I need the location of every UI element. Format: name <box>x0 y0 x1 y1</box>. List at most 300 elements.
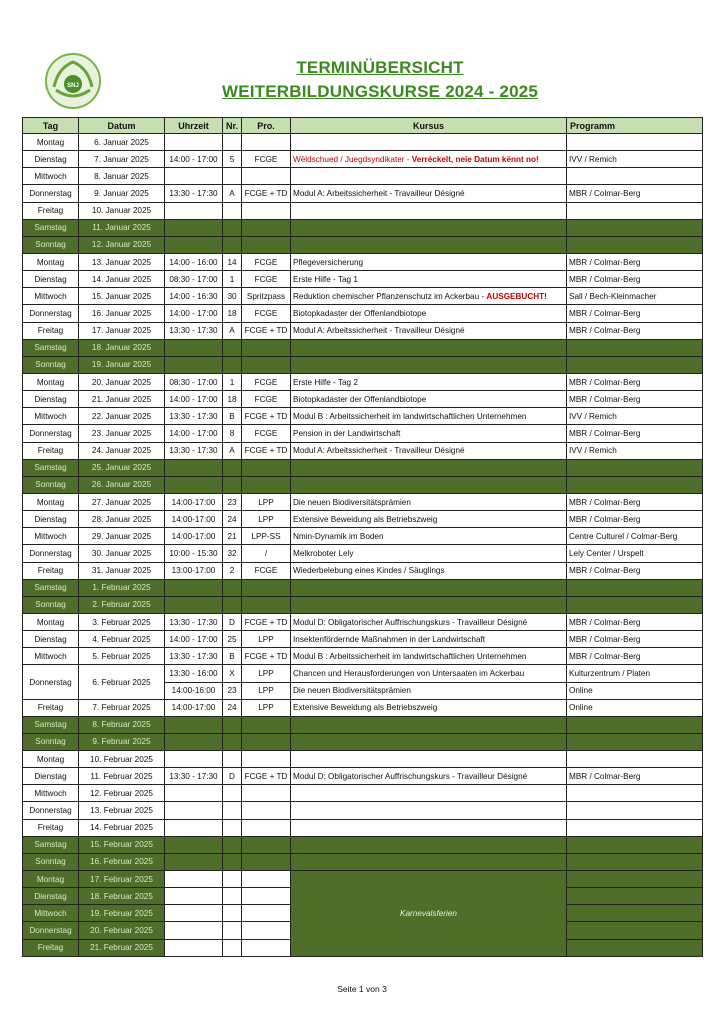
course-cell: Chancen und Herausforderungen von Untersaaten im Ackerbau <box>291 665 567 682</box>
date-cell: 30. Januar 2025 <box>79 545 165 562</box>
number-cell: 21 <box>223 528 242 545</box>
location-cell: Centre Culturel / Colmar-Berg <box>567 528 703 545</box>
location-cell: MBR / Colmar-Berg <box>567 613 703 630</box>
number-cell: 23 <box>223 682 242 699</box>
weekday-cell: Montag <box>23 613 79 630</box>
time-cell <box>165 922 223 939</box>
weekday-cell: Samstag <box>23 219 79 236</box>
course-text: Modul D: Obligatorischer Auffrischungskurs - Travailleur Désigné <box>293 771 528 781</box>
location-cell: MBR / Colmar-Berg <box>567 391 703 408</box>
location-cell: Lely Center / Urspelt <box>567 545 703 562</box>
course-cell <box>291 134 567 151</box>
page-footer: Seite 1 von 3 <box>337 984 387 994</box>
date-cell: 28. Januar 2025 <box>79 511 165 528</box>
program-code-cell <box>242 819 291 836</box>
program-code-cell <box>242 459 291 476</box>
course-cell: Die neuen Biodiversitätsprämien <box>291 682 567 699</box>
location-cell: IVV / Remich <box>567 442 703 459</box>
number-cell: 25 <box>223 631 242 648</box>
number-cell <box>223 476 242 493</box>
column-header: Kursus <box>291 118 567 134</box>
number-cell <box>223 785 242 802</box>
course-schedule-table <box>22 117 703 957</box>
course-cell <box>291 339 567 356</box>
table-row <box>23 853 703 870</box>
date-cell: 4. Februar 2025 <box>79 631 165 648</box>
table-row <box>23 219 703 236</box>
program-code-cell <box>242 733 291 750</box>
date-cell: 7. Januar 2025 <box>79 151 165 168</box>
table-row <box>23 871 703 888</box>
column-header: Pro. <box>242 118 291 134</box>
time-cell: 13:30 - 16:00 <box>165 665 223 682</box>
number-cell: 2 <box>223 562 242 579</box>
program-code-cell: FCGE + TD <box>242 768 291 785</box>
number-cell: 23 <box>223 493 242 510</box>
course-cell <box>291 236 567 253</box>
date-cell: 20. Januar 2025 <box>79 373 165 390</box>
weekday-cell: Samstag <box>23 716 79 733</box>
table-row <box>23 511 703 528</box>
column-header: Programm <box>567 118 703 134</box>
table-row <box>23 134 703 151</box>
table-row <box>23 391 703 408</box>
time-cell <box>165 459 223 476</box>
location-cell <box>567 219 703 236</box>
time-cell: 13:30 - 17:30 <box>165 442 223 459</box>
location-cell: MBR / Colmar-Berg <box>567 185 703 202</box>
table-row <box>23 151 703 168</box>
location-cell <box>567 236 703 253</box>
table-row <box>23 699 703 716</box>
date-cell: 27. Januar 2025 <box>79 493 165 510</box>
date-cell: 12. Januar 2025 <box>79 236 165 253</box>
table-row <box>23 716 703 733</box>
number-cell: X <box>223 665 242 682</box>
table-row <box>23 596 703 613</box>
table-row <box>23 168 703 185</box>
program-code-cell: FCGE <box>242 253 291 270</box>
course-cell <box>291 391 567 408</box>
course-cell <box>291 716 567 733</box>
course-text: Erste Hilfe - Tag 1 <box>293 274 358 284</box>
weekday-cell: Sonntag <box>23 853 79 870</box>
course-cell <box>291 408 567 425</box>
table-row <box>23 408 703 425</box>
time-cell: 13:30 - 17:30 <box>165 613 223 630</box>
number-cell: 18 <box>223 391 242 408</box>
time-cell: 13:30 - 17:30 <box>165 185 223 202</box>
number-cell: 1 <box>223 271 242 288</box>
number-cell: 24 <box>223 699 242 716</box>
program-code-cell: / <box>242 545 291 562</box>
number-cell <box>223 853 242 870</box>
course-text: Biotopkadaster der Offenlandbiotope <box>293 308 427 318</box>
program-code-cell <box>242 905 291 922</box>
course-text: Modul B : Arbeitssicherheit im landwirtschaftlichen Unternehmen <box>293 651 527 661</box>
table-row <box>23 665 703 682</box>
course-text: Nmin-Dynamik im Boden <box>293 531 384 541</box>
course-cell <box>291 819 567 836</box>
location-cell <box>567 733 703 750</box>
number-cell <box>223 339 242 356</box>
weekday-cell: Freitag <box>23 939 79 956</box>
time-cell <box>165 905 223 922</box>
program-code-cell <box>242 751 291 768</box>
program-code-cell: FCGE + TD <box>242 442 291 459</box>
time-cell <box>165 596 223 613</box>
time-cell <box>165 871 223 888</box>
program-code-cell: FCGE + TD <box>242 185 291 202</box>
course-cell <box>291 836 567 853</box>
course-text: Die neuen Biodiversitätsprämien <box>293 497 411 507</box>
number-cell: 5 <box>223 151 242 168</box>
program-code-cell <box>242 785 291 802</box>
location-cell <box>567 168 703 185</box>
date-cell: 3. Februar 2025 <box>79 613 165 630</box>
date-cell: 11. Januar 2025 <box>79 219 165 236</box>
program-code-cell: FCGE + TD <box>242 648 291 665</box>
table-row <box>23 202 703 219</box>
time-cell: 14:00 - 17:00 <box>165 391 223 408</box>
program-code-cell: LPP <box>242 665 291 682</box>
course-cell <box>291 733 567 750</box>
course-cell <box>291 802 567 819</box>
table-row <box>23 373 703 390</box>
program-code-cell: FCGE <box>242 305 291 322</box>
number-cell <box>223 922 242 939</box>
weekday-cell: Montag <box>23 373 79 390</box>
table-row <box>23 751 703 768</box>
course-cell <box>291 631 567 648</box>
course-cell <box>291 562 567 579</box>
number-cell <box>223 802 242 819</box>
table-row <box>23 493 703 510</box>
course-cell <box>291 545 567 562</box>
course-cell <box>291 511 567 528</box>
course-text: Biotopkadaster der Offenlandbiotope <box>293 394 427 404</box>
program-code-cell: FCGE <box>242 271 291 288</box>
course-cell <box>291 253 567 270</box>
date-cell: 17. Februar 2025 <box>79 871 165 888</box>
program-code-cell <box>242 168 291 185</box>
location-cell <box>567 356 703 373</box>
course-cell <box>291 442 567 459</box>
course-cell <box>291 322 567 339</box>
course-text: Pflegeversicherung <box>293 257 364 267</box>
weekday-cell: Freitag <box>23 699 79 716</box>
weekday-cell: Freitag <box>23 202 79 219</box>
location-cell <box>567 785 703 802</box>
date-cell: 18. Januar 2025 <box>79 339 165 356</box>
location-cell <box>567 836 703 853</box>
time-cell <box>165 888 223 905</box>
weekday-cell: Donnerstag <box>23 185 79 202</box>
course-cell <box>291 528 567 545</box>
location-cell <box>567 871 703 888</box>
number-cell <box>223 236 242 253</box>
course-text: Wëldschued / Juegdsyndikater - <box>293 154 412 164</box>
course-cell <box>291 459 567 476</box>
table-row <box>23 476 703 493</box>
program-code-cell <box>242 871 291 888</box>
time-cell: 14:00-17:00 <box>165 528 223 545</box>
program-code-cell: FCGE + TD <box>242 408 291 425</box>
weekday-cell: Samstag <box>23 339 79 356</box>
date-cell: 26. Januar 2025 <box>79 476 165 493</box>
table-row <box>23 356 703 373</box>
date-cell: 17. Januar 2025 <box>79 322 165 339</box>
time-cell: 08:30 - 17:00 <box>165 373 223 390</box>
course-cell <box>291 699 567 716</box>
weekday-cell: Sonntag <box>23 356 79 373</box>
date-cell: 13. Januar 2025 <box>79 253 165 270</box>
course-cell <box>291 476 567 493</box>
location-cell: MBR / Colmar-Berg <box>567 253 703 270</box>
table-row <box>23 442 703 459</box>
number-cell: 32 <box>223 545 242 562</box>
weekday-cell: Montag <box>23 493 79 510</box>
date-cell: 16. Januar 2025 <box>79 305 165 322</box>
time-cell: 14:00 - 17:00 <box>165 425 223 442</box>
date-cell: 8. Januar 2025 <box>79 168 165 185</box>
program-code-cell <box>242 236 291 253</box>
program-code-cell <box>242 202 291 219</box>
course-cell <box>291 648 567 665</box>
number-cell <box>223 888 242 905</box>
course-cell <box>291 768 567 785</box>
location-cell <box>567 476 703 493</box>
weekday-cell: Mittwoch <box>23 648 79 665</box>
date-cell: 12. Februar 2025 <box>79 785 165 802</box>
time-cell: 13:30 - 17:30 <box>165 648 223 665</box>
table-row <box>23 648 703 665</box>
column-header: Datum <box>79 118 165 134</box>
weekday-cell: Montag <box>23 134 79 151</box>
number-cell <box>223 751 242 768</box>
course-cell <box>291 596 567 613</box>
weekday-cell: Freitag <box>23 322 79 339</box>
table-row <box>23 802 703 819</box>
date-cell: 29. Januar 2025 <box>79 528 165 545</box>
course-text: Modul A: Arbeitssicherheit - Travailleur Désigné <box>293 188 465 198</box>
course-text: Pension in der Landwirtschaft <box>293 428 401 438</box>
table-row <box>23 339 703 356</box>
location-cell <box>567 579 703 596</box>
table-row <box>23 425 703 442</box>
number-cell <box>223 596 242 613</box>
number-cell: A <box>223 185 242 202</box>
location-cell <box>567 339 703 356</box>
date-cell: 24. Januar 2025 <box>79 442 165 459</box>
course-text: Wiederbelebung eines Kindes / Säuglings <box>293 566 445 576</box>
program-code-cell: Spritzpass <box>242 288 291 305</box>
date-cell: 25. Januar 2025 <box>79 459 165 476</box>
program-code-cell <box>242 579 291 596</box>
program-code-cell: LPP <box>242 631 291 648</box>
weekday-cell: Mittwoch <box>23 288 79 305</box>
date-cell: 14. Januar 2025 <box>79 271 165 288</box>
course-text: Extensive Beweidung als Betriebszweig <box>293 514 438 524</box>
number-cell <box>223 819 242 836</box>
weekday-cell: Donnerstag <box>23 305 79 322</box>
course-cell <box>291 853 567 870</box>
date-cell: 13. Februar 2025 <box>79 802 165 819</box>
table-row <box>23 322 703 339</box>
location-cell <box>567 922 703 939</box>
course-text: Verréckelt, neie Datum kënnt no! <box>411 154 539 164</box>
date-cell: 11. Februar 2025 <box>79 768 165 785</box>
program-code-cell <box>242 853 291 870</box>
time-cell: 14:00-17:00 <box>165 493 223 510</box>
number-cell <box>223 219 242 236</box>
course-text: Erste Hilfe - Tag 2 <box>293 377 358 387</box>
time-cell: 13:30 - 17:30 <box>165 408 223 425</box>
time-cell <box>165 853 223 870</box>
date-cell: 21. Januar 2025 <box>79 391 165 408</box>
weekday-cell: Mittwoch <box>23 528 79 545</box>
date-cell: 21. Februar 2025 <box>79 939 165 956</box>
table-header-row <box>23 118 703 134</box>
location-cell <box>567 716 703 733</box>
course-text: Modul B : Arbeitssicherheit im landwirtschaftlichen Unternehmen <box>293 411 527 421</box>
weekday-cell: Dienstag <box>23 768 79 785</box>
course-cell <box>291 751 567 768</box>
table-row <box>23 836 703 853</box>
table-row <box>23 253 703 270</box>
course-text: Reduktion chemischer Pflanzenschutz im Ackerbau - <box>293 291 487 301</box>
program-code-cell: FCGE <box>242 425 291 442</box>
program-code-cell <box>242 922 291 939</box>
weekday-cell: Donnerstag <box>23 425 79 442</box>
location-cell: MBR / Colmar-Berg <box>567 322 703 339</box>
course-cell <box>291 579 567 596</box>
number-cell <box>223 356 242 373</box>
program-code-cell <box>242 356 291 373</box>
course-text: Modul A: Arbeitssicherheit - Travailleur Désigné <box>293 326 465 336</box>
table-row <box>23 528 703 545</box>
table-row <box>23 733 703 750</box>
course-text: Insektenfördernde Maßnahmen in der Landwirtschaft <box>293 634 486 644</box>
date-cell: 15. Februar 2025 <box>79 836 165 853</box>
time-cell <box>165 236 223 253</box>
number-cell: 30 <box>223 288 242 305</box>
course-cell <box>291 613 567 630</box>
course-cell <box>291 356 567 373</box>
location-cell: MBR / Colmar-Berg <box>567 425 703 442</box>
weekday-cell: Donnerstag <box>23 665 79 699</box>
location-cell: Online <box>567 699 703 716</box>
time-cell: 14:00-17:00 <box>165 699 223 716</box>
date-cell: 20. Februar 2025 <box>79 922 165 939</box>
time-cell <box>165 939 223 956</box>
weekday-cell: Montag <box>23 871 79 888</box>
date-cell: 31. Januar 2025 <box>79 562 165 579</box>
number-cell: 8 <box>223 425 242 442</box>
number-cell: B <box>223 648 242 665</box>
column-header: Nr. <box>223 118 242 134</box>
location-cell: MBR / Colmar-Berg <box>567 305 703 322</box>
weekday-cell: Sonntag <box>23 733 79 750</box>
time-cell <box>165 802 223 819</box>
location-cell <box>567 888 703 905</box>
program-code-cell: FCGE <box>242 562 291 579</box>
date-cell: 6. Januar 2025 <box>79 134 165 151</box>
time-cell <box>165 836 223 853</box>
course-cell <box>291 219 567 236</box>
weekday-cell: Sonntag <box>23 596 79 613</box>
weekday-cell: Donnerstag <box>23 802 79 819</box>
weekday-cell: Samstag <box>23 836 79 853</box>
course-cell <box>291 185 567 202</box>
course-cell <box>291 168 567 185</box>
date-cell: 7. Februar 2025 <box>79 699 165 716</box>
weekday-cell: Samstag <box>23 579 79 596</box>
location-cell: Kulturzentrum / Platen <box>567 665 703 682</box>
date-cell: 9. Januar 2025 <box>79 185 165 202</box>
number-cell <box>223 168 242 185</box>
program-code-cell <box>242 596 291 613</box>
program-code-cell: LPP-SS <box>242 528 291 545</box>
time-cell: 13:30 - 17:30 <box>165 322 223 339</box>
table-row <box>23 236 703 253</box>
program-code-cell: FCGE <box>242 391 291 408</box>
course-cell <box>291 373 567 390</box>
number-cell: 1 <box>223 373 242 390</box>
location-cell: IVV / Remich <box>567 151 703 168</box>
location-cell <box>567 819 703 836</box>
date-cell: 16. Februar 2025 <box>79 853 165 870</box>
course-cell <box>291 202 567 219</box>
location-cell <box>567 596 703 613</box>
course-cell <box>291 493 567 510</box>
location-cell: MBR / Colmar-Berg <box>567 631 703 648</box>
number-cell <box>223 733 242 750</box>
column-header: Uhrzeit <box>165 118 223 134</box>
program-code-cell: FCGE <box>242 151 291 168</box>
location-cell <box>567 853 703 870</box>
number-cell <box>223 202 242 219</box>
time-cell <box>165 733 223 750</box>
time-cell: 13:30 - 17:30 <box>165 768 223 785</box>
location-cell: MBR / Colmar-Berg <box>567 648 703 665</box>
time-cell: 13:00-17:00 <box>165 562 223 579</box>
program-code-cell <box>242 939 291 956</box>
time-cell: 14:00 - 17:00 <box>165 151 223 168</box>
table-row <box>23 305 703 322</box>
weekday-cell: Montag <box>23 253 79 270</box>
location-cell: Sall / Bech-Kleinmacher <box>567 288 703 305</box>
course-cell <box>291 271 567 288</box>
location-cell: MBR / Colmar-Berg <box>567 511 703 528</box>
program-code-cell <box>242 716 291 733</box>
location-cell: Online <box>567 682 703 699</box>
time-cell: 14:00 - 17:00 <box>165 631 223 648</box>
table-row <box>23 459 703 476</box>
date-cell: 19. Januar 2025 <box>79 356 165 373</box>
course-cell <box>291 151 567 168</box>
date-cell: 1. Februar 2025 <box>79 579 165 596</box>
time-cell <box>165 579 223 596</box>
course-text: AUSGEBUCHT! <box>486 291 547 301</box>
weekday-cell: Dienstag <box>23 888 79 905</box>
table-row <box>23 579 703 596</box>
table-row <box>23 631 703 648</box>
number-cell <box>223 579 242 596</box>
course-text: Modul A: Arbeitssicherheit - Travailleur Désigné <box>293 446 465 456</box>
program-code-cell: LPP <box>242 493 291 510</box>
time-cell <box>165 819 223 836</box>
